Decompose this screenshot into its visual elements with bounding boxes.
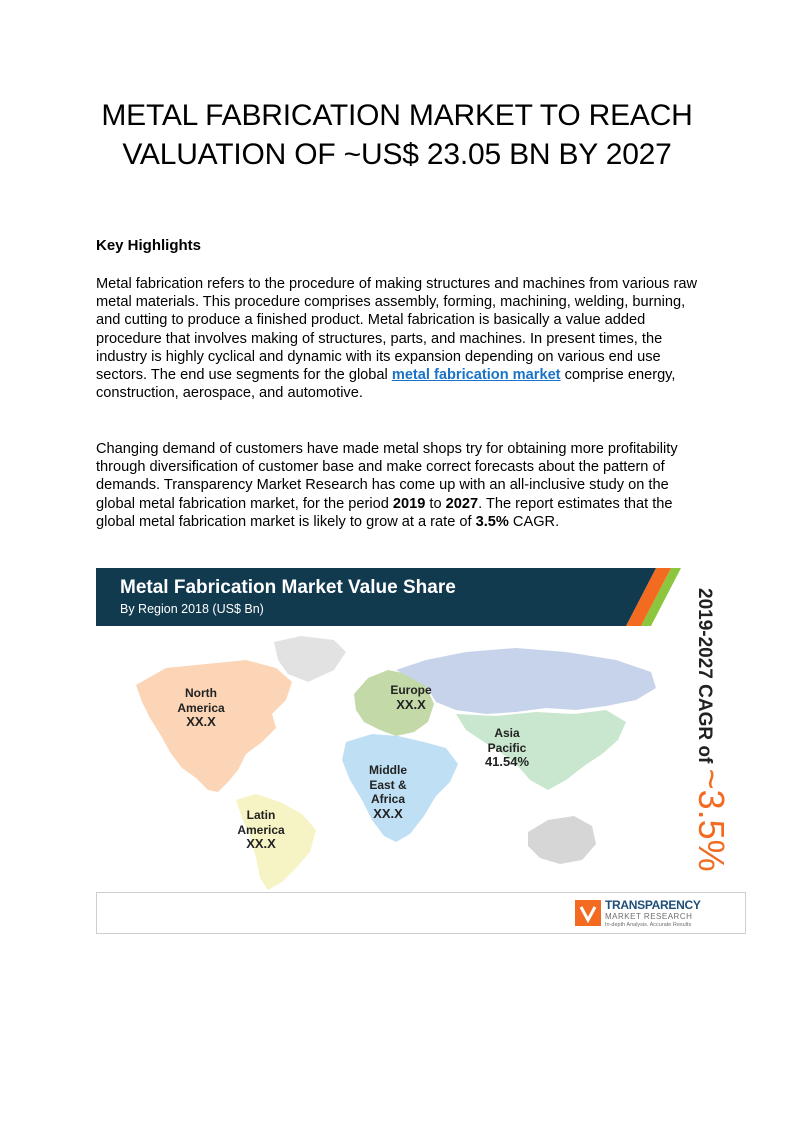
key-highlights-heading: Key Highlights — [96, 237, 202, 254]
region-asia-pacific-name: Asia Pacific — [487, 726, 527, 755]
logo-icon — [575, 900, 601, 926]
logo-tagline: In-depth Analysis. Accurate Results — [605, 922, 692, 928]
end-year: 2027 — [445, 495, 479, 512]
region-latin-america-value: XX.X — [246, 836, 276, 851]
page-title: METAL FABRICATION MARKET TO REACH VALUATION OF ~US$ 23.05 BN BY 2027 — [101, 99, 693, 171]
region-latin-america-name: Latin America — [237, 808, 285, 837]
region-middle-east-africa-value: XX.X — [373, 805, 403, 821]
region-north-america-name: North America — [177, 686, 225, 715]
infographic-banner — [96, 568, 681, 626]
region-north-america — [166, 686, 236, 730]
intro-text-before: Metal fabrication refers to the procedure of making structures and machines from various raw metal materials. This procedure comprises assembly, forming, machining, welding, burning, and cutting to produce a finished product. Metal fabrication is basically a value added procedure that involves making of structures, parts, and machines. In present times, the industry is highly cyclical and dynamic with its expansion depending on various end use sectors. The end use segments for the global — [96, 276, 698, 384]
region-latin-america — [231, 808, 291, 852]
world-map — [96, 630, 696, 892]
region-europe-value: XX.X — [396, 696, 426, 712]
cagr-text — [690, 588, 732, 872]
study-text-3: . The report estimates that the global metal fabrication market is likely to grow at a rate of — [96, 495, 673, 530]
infographic-subtitle: By Region 2018 (US$ Bn) — [120, 602, 264, 616]
intro-paragraph — [96, 275, 701, 402]
australia-shape — [528, 816, 596, 864]
market-share-infographic — [96, 568, 746, 934]
logo-subname: MARKET RESEARCH — [605, 912, 693, 921]
region-asia-pacific — [479, 726, 535, 770]
transparency-logo — [575, 898, 725, 930]
cagr-value: ~3.5% — [691, 768, 732, 872]
metal-fabrication-market-link[interactable]: metal fabrication market — [391, 367, 561, 384]
region-asia-pacific-value: 41.54% — [484, 754, 530, 769]
region-europe-name: Europe — [390, 683, 432, 697]
growth-rate: 3.5% — [475, 513, 509, 530]
start-year: 2019 — [392, 495, 426, 512]
region-europe — [381, 683, 441, 712]
study-text-4: CAGR. — [508, 513, 560, 530]
infographic-title: Metal Fabrication Market Value Share — [120, 577, 456, 598]
study-paragraph — [96, 440, 701, 531]
cagr-callout — [692, 588, 732, 888]
region-middle-east-africa — [358, 763, 418, 821]
region-north-america-value: XX.X — [186, 714, 216, 729]
logo-name: TRANSPARENCY — [605, 898, 701, 912]
study-text-1: Changing demand of customers have made metal shops try for obtaining more profitability through diversification of customer base and make correct forecasts about the pattern of demands. Transparency Market Research has come up with an all-inclusive study on the global metal fabrication market, for the period — [96, 441, 678, 512]
region-middle-east-africa-name: Middle East & Africa — [369, 763, 407, 806]
cagr-label: 2019-2027 CAGR of — [694, 588, 715, 769]
intro-text-after: comprise energy, construction, aerospace, and automotive. — [96, 367, 676, 402]
infographic-footer — [96, 892, 746, 934]
study-text-2: to — [425, 495, 446, 512]
greenland-shape — [274, 636, 346, 682]
